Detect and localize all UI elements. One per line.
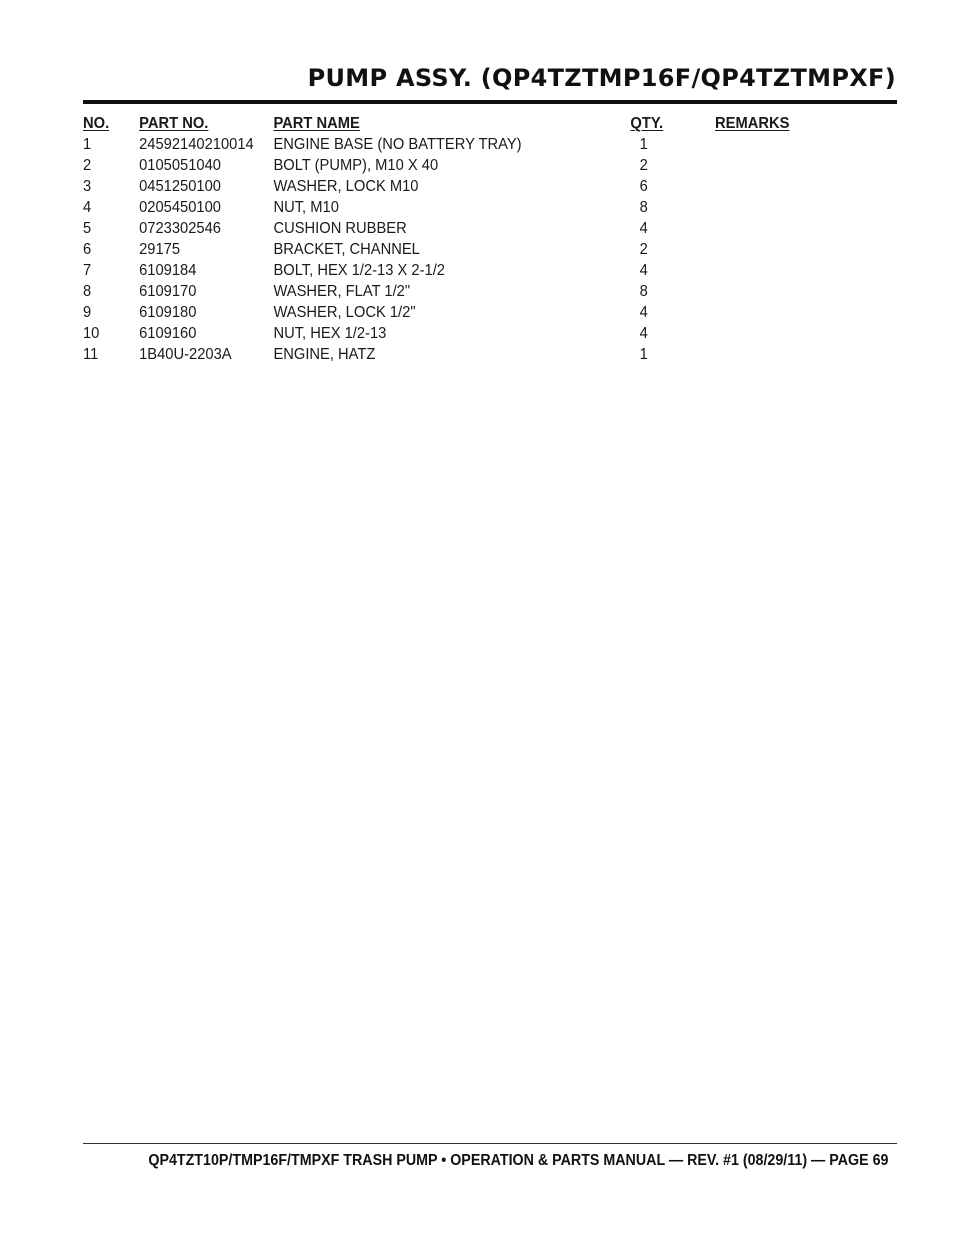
cell-qty: 2	[639, 241, 648, 258]
cell-no: 8	[83, 283, 92, 300]
cell-remarks	[715, 239, 825, 260]
cell-part-name: WASHER, LOCK M10	[273, 178, 419, 195]
cell-remarks	[715, 302, 825, 323]
cell-remarks	[715, 260, 825, 281]
table-row	[83, 239, 837, 260]
cell-no: 1	[83, 136, 92, 153]
cell-part-no: 6109160	[139, 325, 197, 342]
cell-no: 5	[83, 220, 92, 237]
cell-part-no: 29175	[139, 241, 181, 258]
cell-part-name: NUT, M10	[273, 199, 339, 216]
cell-part-no: 6109184	[139, 262, 197, 279]
cell-remarks	[715, 155, 825, 176]
parts-table	[83, 113, 837, 365]
header-qty: QTY.	[630, 115, 664, 132]
table-row	[83, 281, 837, 302]
cell-no: 11	[83, 346, 99, 363]
cell-part-no: 6109180	[139, 304, 197, 321]
table-row	[83, 302, 837, 323]
cell-remarks	[715, 134, 825, 155]
cell-remarks	[715, 218, 825, 239]
table-row	[83, 344, 837, 365]
cell-remarks	[715, 323, 825, 344]
cell-qty: 4	[639, 325, 648, 342]
page-title: PUMP ASSY. (QP4TZTMP16F/QP4TZTMPXF)	[307, 64, 896, 92]
header-part-name: PART NAME	[273, 115, 360, 132]
table-row	[83, 260, 837, 281]
cell-part-no: 0105051040	[139, 157, 221, 174]
table-row	[83, 197, 837, 218]
cell-qty: 4	[639, 304, 648, 321]
cell-qty: 8	[639, 199, 648, 216]
cell-no: 3	[83, 178, 92, 195]
title-divider	[83, 100, 897, 104]
cell-qty: 4	[639, 220, 648, 237]
cell-remarks	[715, 344, 825, 365]
cell-no: 9	[83, 304, 92, 321]
cell-no: 10	[83, 325, 100, 342]
cell-no: 6	[83, 241, 92, 258]
header-no: NO.	[83, 115, 110, 132]
table-row	[83, 155, 837, 176]
cell-part-name: BRACKET, CHANNEL	[273, 241, 420, 258]
cell-remarks	[715, 176, 825, 197]
cell-qty: 1	[639, 136, 648, 153]
cell-no: 2	[83, 157, 92, 174]
cell-part-name: ENGINE BASE (NO BATTERY TRAY)	[273, 136, 522, 153]
table-row	[83, 176, 837, 197]
cell-part-no: 0723302546	[139, 220, 221, 237]
cell-part-name: BOLT (PUMP), M10 X 40	[273, 157, 439, 174]
cell-part-name: BOLT, HEX 1/2-13 X 2-1/2	[273, 262, 445, 279]
cell-part-no: 1B40U-2203A	[139, 346, 232, 363]
table-header-row	[83, 113, 837, 134]
table-body	[83, 134, 837, 365]
cell-part-name: ENGINE, HATZ	[273, 346, 376, 363]
cell-no: 7	[83, 262, 92, 279]
header-part-no: PART NO.	[139, 115, 209, 132]
cell-part-no: 0205450100	[139, 199, 221, 216]
cell-qty: 6	[639, 178, 648, 195]
cell-remarks	[715, 281, 825, 302]
cell-part-no: 6109170	[139, 283, 197, 300]
cell-qty: 1	[639, 346, 648, 363]
cell-part-name: WASHER, FLAT 1/2"	[273, 283, 411, 300]
cell-part-name: CUSHION RUBBER	[273, 220, 407, 237]
cell-part-name: NUT, HEX 1/2-13	[273, 325, 387, 342]
cell-qty: 2	[639, 157, 648, 174]
table-row	[83, 134, 837, 155]
footer-divider	[83, 1143, 897, 1144]
cell-qty: 4	[639, 262, 648, 279]
cell-part-no: 0451250100	[139, 178, 221, 195]
cell-qty: 8	[639, 283, 648, 300]
header-remarks: REMARKS	[715, 115, 790, 132]
cell-no: 4	[83, 199, 92, 216]
cell-remarks	[715, 197, 825, 218]
cell-part-no: 24592140210014	[139, 136, 254, 153]
table-row	[83, 323, 837, 344]
table-row	[83, 218, 837, 239]
cell-part-name: WASHER, LOCK 1/2"	[273, 304, 416, 321]
page-footer: QP4TZT10P/TMP16F/TMPXF TRASH PUMP • OPERATION & PARTS MANUAL — REV. #1 (08/29/11) — PAGE 69	[147, 1152, 888, 1169]
